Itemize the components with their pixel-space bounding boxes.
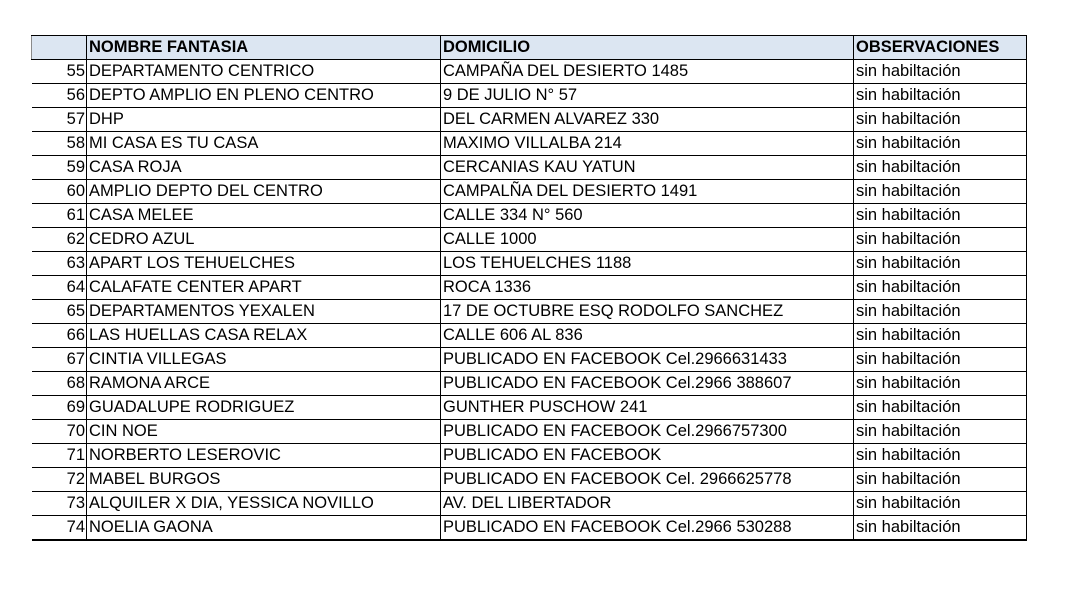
observaciones-cell[interactable]: sin habiltación <box>854 324 1027 348</box>
observaciones-cell[interactable]: sin habiltación <box>854 468 1027 492</box>
header-number[interactable] <box>32 36 87 60</box>
domicilio-cell[interactable]: PUBLICADO EN FACEBOOK Cel.2966 530288 <box>441 516 854 541</box>
observaciones-cell[interactable]: sin habiltación <box>854 300 1027 324</box>
observaciones-cell[interactable]: sin habiltación <box>854 252 1027 276</box>
nombre-fantasia-cell[interactable]: CIN NOE <box>87 420 441 444</box>
row-number-cell[interactable]: 58 <box>32 132 87 156</box>
observaciones-cell[interactable]: sin habiltación <box>854 420 1027 444</box>
table-row <box>32 204 1027 228</box>
row-number-cell[interactable]: 68 <box>32 372 87 396</box>
nombre-fantasia-cell[interactable]: LAS HUELLAS CASA RELAX <box>87 324 441 348</box>
row-number-cell[interactable]: 73 <box>32 492 87 516</box>
nombre-fantasia-cell[interactable]: CALAFATE CENTER APART <box>87 276 441 300</box>
domicilio-cell[interactable]: PUBLICADO EN FACEBOOK Cel. 2966625778 <box>441 468 854 492</box>
row-number-cell[interactable]: 55 <box>32 60 87 84</box>
domicilio-cell[interactable]: 9 DE JULIO N° 57 <box>441 84 854 108</box>
table-row <box>32 108 1027 132</box>
table-row <box>32 492 1027 516</box>
observaciones-cell[interactable]: sin habiltación <box>854 156 1027 180</box>
observaciones-cell[interactable]: sin habiltación <box>854 84 1027 108</box>
table-row <box>32 276 1027 300</box>
domicilio-cell[interactable]: PUBLICADO EN FACEBOOK Cel.2966757300 <box>441 420 854 444</box>
table-row <box>32 468 1027 492</box>
table-row <box>32 252 1027 276</box>
domicilio-cell[interactable]: PUBLICADO EN FACEBOOK Cel.2966631433 <box>441 348 854 372</box>
nombre-fantasia-cell[interactable]: MI CASA ES TU CASA <box>87 132 441 156</box>
table-row <box>32 60 1027 84</box>
nombre-fantasia-cell[interactable]: CASA MELEE <box>87 204 441 228</box>
domicilio-cell[interactable]: CALLE 606 AL 836 <box>441 324 854 348</box>
nombre-fantasia-cell[interactable]: CINTIA VILLEGAS <box>87 348 441 372</box>
nombre-fantasia-cell[interactable]: GUADALUPE RODRIGUEZ <box>87 396 441 420</box>
row-number-cell[interactable]: 69 <box>32 396 87 420</box>
domicilio-cell[interactable]: CAMPAÑA DEL DESIERTO 1485 <box>441 60 854 84</box>
observaciones-cell[interactable]: sin habiltación <box>854 60 1027 84</box>
observaciones-cell[interactable]: sin habiltación <box>854 108 1027 132</box>
row-number-cell[interactable]: 65 <box>32 300 87 324</box>
domicilio-cell[interactable]: LOS TEHUELCHES 1188 <box>441 252 854 276</box>
observaciones-cell[interactable]: sin habiltación <box>854 444 1027 468</box>
row-number-cell[interactable]: 71 <box>32 444 87 468</box>
domicilio-cell[interactable]: CERCANIAS KAU YATUN <box>441 156 854 180</box>
nombre-fantasia-cell[interactable]: NORBERTO LESEROVIC <box>87 444 441 468</box>
row-number-cell[interactable]: 66 <box>32 324 87 348</box>
nombre-fantasia-cell[interactable]: CEDRO AZUL <box>87 228 441 252</box>
header-domicilio[interactable]: DOMICILIO <box>441 36 854 60</box>
observaciones-cell[interactable]: sin habiltación <box>854 276 1027 300</box>
row-number-cell[interactable]: 63 <box>32 252 87 276</box>
row-number-cell[interactable]: 57 <box>32 108 87 132</box>
nombre-fantasia-cell[interactable]: NOELIA GAONA <box>87 516 441 541</box>
table-row <box>32 228 1027 252</box>
observaciones-cell[interactable]: sin habiltación <box>854 132 1027 156</box>
observaciones-cell[interactable]: sin habiltación <box>854 348 1027 372</box>
table-row <box>32 444 1027 468</box>
row-number-cell[interactable]: 59 <box>32 156 87 180</box>
domicilio-cell[interactable]: DEL CARMEN ALVAREZ 330 <box>441 108 854 132</box>
table-row <box>32 324 1027 348</box>
domicilio-cell[interactable]: CALLE 334 N° 560 <box>441 204 854 228</box>
table-header <box>32 36 1027 60</box>
nombre-fantasia-cell[interactable]: DHP <box>87 108 441 132</box>
observaciones-cell[interactable]: sin habiltación <box>854 516 1027 541</box>
table-row <box>32 348 1027 372</box>
row-number-cell[interactable]: 61 <box>32 204 87 228</box>
domicilio-cell[interactable]: PUBLICADO EN FACEBOOK Cel.2966 388607 <box>441 372 854 396</box>
nombre-fantasia-cell[interactable]: APART LOS TEHUELCHES <box>87 252 441 276</box>
table-row <box>32 84 1027 108</box>
domicilio-cell[interactable]: GUNTHER PUSCHOW 241 <box>441 396 854 420</box>
header-row <box>32 36 1027 60</box>
nombre-fantasia-cell[interactable]: MABEL BURGOS <box>87 468 441 492</box>
nombre-fantasia-cell[interactable]: DEPARTAMENTOS YEXALEN <box>87 300 441 324</box>
nombre-fantasia-cell[interactable]: DEPARTAMENTO CENTRICO <box>87 60 441 84</box>
nombre-fantasia-cell[interactable]: RAMONA ARCE <box>87 372 441 396</box>
domicilio-cell[interactable]: AV. DEL LIBERTADOR <box>441 492 854 516</box>
domicilio-cell[interactable]: MAXIMO VILLALBA 214 <box>441 132 854 156</box>
domicilio-cell[interactable]: ROCA 1336 <box>441 276 854 300</box>
table-row <box>32 516 1027 541</box>
row-number-cell[interactable]: 74 <box>32 516 87 541</box>
row-number-cell[interactable]: 64 <box>32 276 87 300</box>
table-row <box>32 156 1027 180</box>
nombre-fantasia-cell[interactable]: DEPTO AMPLIO EN PLENO CENTRO <box>87 84 441 108</box>
row-number-cell[interactable]: 72 <box>32 468 87 492</box>
table-row <box>32 300 1027 324</box>
table-body <box>32 60 1027 541</box>
observaciones-cell[interactable]: sin habiltación <box>854 396 1027 420</box>
observaciones-cell[interactable]: sin habiltación <box>854 372 1027 396</box>
domicilio-cell[interactable]: 17 DE OCTUBRE ESQ RODOLFO SANCHEZ <box>441 300 854 324</box>
domicilio-cell[interactable]: PUBLICADO EN FACEBOOK <box>441 444 854 468</box>
row-number-cell[interactable]: 70 <box>32 420 87 444</box>
table-row <box>32 420 1027 444</box>
row-number-cell[interactable]: 56 <box>32 84 87 108</box>
observaciones-cell[interactable]: sin habiltación <box>854 228 1027 252</box>
row-number-cell[interactable]: 62 <box>32 228 87 252</box>
listing-table <box>31 35 1027 541</box>
table-row <box>32 180 1027 204</box>
row-number-cell[interactable]: 67 <box>32 348 87 372</box>
table-row <box>32 372 1027 396</box>
nombre-fantasia-cell[interactable]: CASA ROJA <box>87 156 441 180</box>
table-row <box>32 132 1027 156</box>
observaciones-cell[interactable]: sin habiltación <box>854 492 1027 516</box>
observaciones-cell[interactable]: sin habiltación <box>854 180 1027 204</box>
table-row <box>32 396 1027 420</box>
header-nombre-fantasia[interactable]: NOMBRE FANTASIA <box>87 36 441 60</box>
observaciones-cell[interactable]: sin habiltación <box>854 204 1027 228</box>
nombre-fantasia-cell[interactable]: AMPLIO DEPTO DEL CENTRO <box>87 180 441 204</box>
nombre-fantasia-cell[interactable]: ALQUILER X DIA, YESSICA NOVILLO <box>87 492 441 516</box>
header-observaciones[interactable]: OBSERVACIONES <box>854 36 1027 60</box>
domicilio-cell[interactable]: CALLE 1000 <box>441 228 854 252</box>
row-number-cell[interactable]: 60 <box>32 180 87 204</box>
domicilio-cell[interactable]: CAMPALÑA DEL DESIERTO 1491 <box>441 180 854 204</box>
